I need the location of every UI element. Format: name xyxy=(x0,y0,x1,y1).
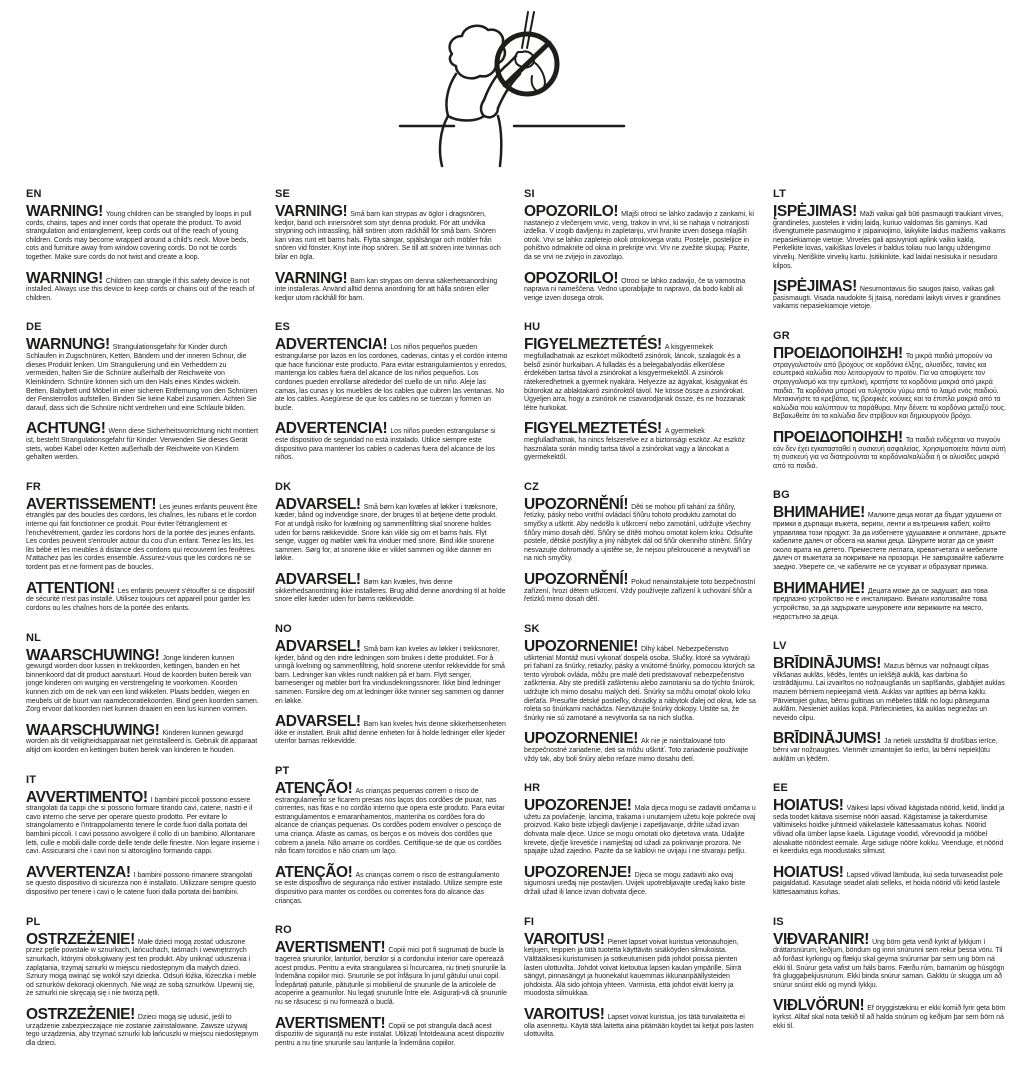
section-lv xyxy=(773,640,1006,764)
warning-heading: VIÐVARANIR! xyxy=(773,930,870,948)
section-is xyxy=(773,916,1006,1031)
language-code: PT xyxy=(275,764,290,777)
warning-paragraph xyxy=(275,572,508,605)
warning-heading: ADVARSEL! xyxy=(275,713,361,731)
language-code: NO xyxy=(275,622,292,635)
warning-heading: ADVERTENCIA! xyxy=(275,420,388,438)
warning-body-text: Małe dzieci mogą zostać uduszone przez pętle powstałe w sznurkach, łańcuchach, taśmach i wewnętrznych sznurkach, którymi obsługiwany jest ten produkt. Aby uniknąć uduszenia i zaplątania, trzymaj sznurki w miejscu niedostępnym dla małych dzieci. Sznury mogą owinąć się wokół szyi dziecka. Odsuń łóżka, łóżeczka i meble od sznurków dekoracji okiennych. Nie wiąż ze sobą sznurków. Upewnij się, że sznurki nie skręcają się i nie tworzą pętli. xyxy=(26,938,257,998)
warning-paragraph xyxy=(524,497,757,564)
column-2 xyxy=(275,188,508,1066)
warning-heading: BRĪDINĀJUMS! xyxy=(773,730,882,748)
warning-body-text: Малките деца могат да бъдат удушени от примки в дърпащи въжета, вериги, ленти и вътрешния кабел, който управлява този продукт. За да избегнете удушаване и оплитане, дръжте кабелите далеч от обсега на малки деца. Шнурите могат да се увият около врата на детето. Преместете леглата, креватчетата и мебелите далеч от въжетата за покриване на прозорци. Не завързвайте кабелите заедно. Уверете се, че кабелите не се усукват и образуват примка. xyxy=(773,512,1006,572)
warning-body-text: Los niños pequeños pueden estrangularse por lazos en los cordones, cadenas, cintas y el cordón interno que hace funcionar este producto. Para evitar estrangulamientos y enredos, mantenga los cables fuera del alcance de los niños pequeños. Los cordones pueden enrollarse alrededor del cuello de un niño. Aleje las camas, las cunas y los muebles de los cables que cubren las ventanas. No ate los cables. Asegúrese de que los cables no se tuerzan y formen un bucle. xyxy=(275,344,508,412)
language-code: FR xyxy=(26,480,42,493)
warning-body-text: Barn kan kveles hvis denne sikkerhetsenheten ikke er installert. Bruk alltid denne enheten for å holde ledninger eller kjeder utenfor barnas rekkevidde. xyxy=(275,721,506,746)
warning-heading: WAARSCHUWING! xyxy=(26,646,160,664)
warning-paragraph xyxy=(524,337,757,413)
warning-heading: ATENÇÃO! xyxy=(275,779,353,797)
warning-body-text: Ung börn geta verið kyrkt af lykkjum í dráttarsnúrum, keðjum, böndum og innri snúrunni sem rekur þessa vöru. Til að forðast kyrkingu og flækju skal geyma snúrurnar þar sem ung börn ná ekki til. Snúrur geta vafist um háls barns. Færðu rúm, barnarúm og húsgögn frá gluggaþekjusnúrum. Ekki binda snúrur saman. Gakktu úr skugga um að snúrur snúist ekki og myndi lykkju. xyxy=(773,938,1005,989)
warning-body-text: Mlajši otroci se lahko zadavijo z zankami, ki nastanejo z vlečenjem vrvic, verig, trakov in vrvi, ki se nahaja v notranjosti izdelka. V izogib davljenju in zapletanju, vrvi hranite izven dosega mlajših otrok. Vrvi se lahko zapletejo okoli otrokovega vratu. Postelje, posteljice in pohištvo odmaknite od okna in prekrijte vrvi. Vrv ne zvežite skupaj. Pazite, da se vrvi ne zvijejo in zavozlajo. xyxy=(524,211,754,262)
warning-body-text: Les jeunes enfants peuvent être étranglés par des boucles des cordons, les chaînes, les rubans et le cordon interne qui fait fonctionner ce produit. Pour éviter l'étranglement et l'enchevêtrement, gardez les cordons hors de la portée des jeunes enfants. Les cordes peuvent s'enrouler autour du cou d'un enfant. Tenez les lits, les lits bébé et les meubles à distance des cordons qui recouvrent les fenêtres. N'attachez pas les cordes ensemble. Assurez-vous que les cordons ne se tordent pas et ne forment pas de boucles. xyxy=(26,503,258,572)
language-code: IT xyxy=(26,773,37,786)
warning-paragraph xyxy=(275,940,508,1007)
warning-paragraph xyxy=(773,932,1006,991)
warning-heading: BRĪDINĀJUMS! xyxy=(773,655,882,673)
warning-paragraph xyxy=(773,346,1006,422)
warning-paragraph xyxy=(26,337,259,413)
section-pl xyxy=(26,916,259,1049)
warning-paragraph xyxy=(26,648,259,715)
language-code: EN xyxy=(26,188,42,200)
warning-paragraph xyxy=(773,581,1006,622)
warning-paragraph xyxy=(26,271,259,304)
section-no xyxy=(275,623,508,747)
warning-heading: OSTRZEŻENIE! xyxy=(26,930,135,948)
warning-paragraph xyxy=(773,656,1006,723)
language-code: EE xyxy=(773,782,789,795)
section-se xyxy=(275,188,508,303)
section-hr xyxy=(524,782,757,897)
warning-body-text: Lapsed võivad lämbuda, kui seda turvaseadist pole paigaldatud. Kasutage seadet alati selleks, et hoida nöörid või ketid lastele kättesaamatus kohas. xyxy=(773,871,1003,897)
warning-paragraph xyxy=(524,271,757,304)
warning-heading: HOIATUS! xyxy=(773,863,844,881)
warning-heading: AVERTISMENT! xyxy=(275,1014,386,1032)
warning-paragraph xyxy=(26,790,259,857)
language-code: RO xyxy=(275,924,292,937)
warning-paragraph xyxy=(773,798,1006,857)
section-ee xyxy=(773,782,1006,897)
warning-paragraph xyxy=(773,279,1006,312)
warning-body-text: Väikesi lapsi võivad kägistada nöörid, ketid, lindid ja seda toodet käitava sisemise nööri aasad. Kägistamise ja takerdumise vältimiseks hoidke juhtmeid väikelastele kättesaamatus kohas. Nöörid võivad olla ümber lapse kaela. Liigutage voodid, võrevoodid ja mööbel aknakatte nööridest eemale. Ärge siduge nööre kokku. Veenduge, et nöörid ei keerduks ega moodustaks silmust. xyxy=(773,805,1005,856)
section-dk xyxy=(275,481,508,605)
section-es xyxy=(275,321,508,462)
warning-body-text: Lapset voivat kuristua, jos tätä turvalaitetta ei olla asennettu. Käytä tätä laitetta aina pitämään köydet tai ketjut pois lasten ulottuvilta. xyxy=(524,1013,754,1039)
warning-body-text: A kisgyermekek megfulladhatnak az eszközt működtető zsinórok, láncok, szalagok és a belső zsinór hurkaiban. A fulladás és a belegabalyodás elkerülése érdekében tartsa távol a zsinórokat a kisgyermekektől. A zsinórok rátekeredhetnek a gyermek nyakára. Helyezze az ágyakat, kiságyakat és bútorokat az ablaktakaró zsinóroktól távol. Ne kösse össze a zsinórokat. Ügyeljen arra, hogy a zsinórok ne csavarodjanak össze, és ne hozzanak létre hurkokat. xyxy=(524,344,748,412)
section-de xyxy=(26,321,259,462)
warning-paragraph xyxy=(275,639,508,706)
warning-paragraph xyxy=(524,932,757,999)
warning-paragraph xyxy=(26,932,259,999)
warning-body-text: Los niños pueden estrangularse si este dispositivo de seguridad no está instalado. Utilice siempre este dispositivo para mantener los cables o cadenas fuera del alcance de los niños. xyxy=(275,428,496,462)
language-code: GR xyxy=(773,330,790,343)
warning-heading: VIÐLVÖRUN! xyxy=(773,997,865,1015)
section-pt xyxy=(275,765,508,906)
warning-body-text: Ak nie je nainštalované toto bezpečnostné zariadenie, deti sa môžu uškrtiť. Toto zariadenie používajte vždy tak, aby boli šnúry alebo reťaze mimo dosahu detí. xyxy=(524,738,749,763)
warning-heading: VARNING! xyxy=(275,203,348,220)
language-code: PL xyxy=(26,915,41,928)
section-bg xyxy=(773,489,1006,622)
warning-heading: ВНИМАНИЕ! xyxy=(773,504,865,522)
warning-paragraph xyxy=(26,421,259,462)
language-columns xyxy=(0,180,1024,1066)
warning-heading: HOIATUS! xyxy=(773,797,844,815)
warning-heading: AVERTISSEMENT! xyxy=(26,495,157,513)
warning-paragraph xyxy=(773,430,1006,471)
language-code: ES xyxy=(275,321,291,334)
warning-body-text: Mazus bērnus var nožņaugt cilpas vilkšanas auklās, ķēdēs, lentēs un iekšējā auklā, kas darbina šo izstrādājumu. Lai izvairītos no nožņaugšanās un sapīšanās, glabājiet auklas maziem bērniem nepieejamā vietā. Auklas var aptīties ap bērna kaklu. Pārvietojiet gultas, bērnu gultiņas un mēbeles tālāk no logu pārseguma auklām. Nesieniet auklas kopā. Pārliecinieties, ka auklas negriežas un neveido cilpu. xyxy=(773,663,1005,722)
warning-paragraph xyxy=(26,204,259,263)
section-ro xyxy=(275,924,508,1048)
warning-body-text: Pienet lapset voivat kuristua vetonauhojen, ketjujen, teippien ja tätä tuotetta käyttävän sisäköyden silmukoista. Välttääksesi kuristumisen ja sotkeutumisen pidä johdot poissa pienten lasten ulottuvilta. Johdot voivat kietoutua lapsen kaulan ympärille. Siirrä sängyt, pinnasängyt ja huonekalut kauemmas ikkunanpäällysteiden johdoista. Älä sido johtoja yhteen. Varmista, että johdot eivät kierry ja muodosta silmukkaa. xyxy=(524,938,742,998)
section-it xyxy=(26,774,259,898)
warning-body-text: Wenn diese Sicherheitsvorrichtung nicht montiert ist, besteht Strangulationsgefahr für Kinder. Verwenden Sie dieses Gerät stets, wobei Kabel oder Ketten außerhalb der Reichweite von Kindern gehalten werden. xyxy=(26,428,259,462)
warning-body-text: Copiii mici pot fi sugrumați de bucle la tragerea șnururilor, lanțurilor, benzilor și a cordonului interior care operează acest produs. Pentru a evita strangularea și încurcarea, nu țineți șnururile la îndemâna copiilor mici. Șnururile se pot înfășura în jurul gâtului unui copil. Îndepărtați paturile, pătuțurile și mobilierul de șnururile de la articolele de acoperire a geamurilor. Nu legați șnururile între ele. Asigurați-vă că șnururile nu se răsucesc și nu formează o buclă. xyxy=(275,947,507,1006)
warning-heading: ВНИМАНИЕ! xyxy=(773,579,865,597)
warning-paragraph xyxy=(524,639,757,723)
language-code: SI xyxy=(524,188,535,200)
warning-paragraph xyxy=(275,714,508,747)
warning-paragraph xyxy=(275,1016,508,1049)
section-sk xyxy=(524,623,757,764)
section-fr xyxy=(26,481,259,614)
column-3 xyxy=(524,188,757,1066)
warning-heading: VAROITUS! xyxy=(524,930,605,948)
warning-body-text: Barn kan strypas om denna säkerhetsanordning inte installeras. Använd alltid denna anordning för att hålla snören eller kedjor utom räckhåll för barn. xyxy=(275,277,498,302)
warning-paragraph xyxy=(26,1007,259,1048)
warning-heading: OPOZORILO! xyxy=(524,269,619,287)
warning-heading: ACHTUNG! xyxy=(26,420,106,438)
section-lt xyxy=(773,188,1006,312)
warning-paragraph xyxy=(26,865,259,898)
warning-heading: UPOZORNENIE! xyxy=(524,637,639,655)
warning-body-text: Nesumontavus šio saugos įtaiso, vaikas gali pasismaugti. Visada naudokite šį įtaisą, norėdami laikyti virves ir grandines vaikams nepasiekiamoje vietoje. xyxy=(773,286,1001,311)
warning-heading: UPOZORENJE! xyxy=(524,797,632,815)
warning-paragraph xyxy=(524,421,757,462)
warning-body-text: Děti se mohou při tahání za šňůry, řetízky, pásky nebo vnitřní ovládací šňůru tohoto produktu zamotat do smyčky a uškrtit. Aby nedošlo k uškrcení nebo zamotání, udržujte všechny šňůry mimo dosah dětí. Šňůry se dítěti mohou omotat kolem krku. Odsuňte postele, dětské postýlky a jiný nábytek dál od šňůr okenního stínění. Šňůry nesvazujte dohromady a ujistěte se, že nejsou překroucené a nevytváří se na nich smyčky. xyxy=(524,503,753,563)
warning-paragraph xyxy=(26,497,259,573)
warning-heading: UPOZORNENIE! xyxy=(524,730,639,748)
warning-paragraph xyxy=(26,723,259,756)
warning-heading: ΠΡΟΕΙΔΟΠΟΙΗΣΗ! xyxy=(773,345,903,363)
warning-heading: AVERTISMENT! xyxy=(275,939,386,957)
language-code: HR xyxy=(524,782,541,795)
warning-paragraph xyxy=(773,731,1006,764)
warning-heading: WARNING! xyxy=(26,203,103,220)
warning-heading: WARNUNG! xyxy=(26,336,110,354)
warning-heading: ĮSPĖJIMAS! xyxy=(773,278,857,296)
warning-heading: AVVERTIMENTO! xyxy=(26,788,148,806)
section-gr xyxy=(773,330,1006,471)
section-hu xyxy=(524,321,757,462)
language-code: LV xyxy=(773,640,787,653)
warning-body-text: Dzieci mogą się udusić, jeśli to urządzenie zabezpieczające nie zostanie zainstalowane. Zawsze używaj tego urządzenia, aby trzymać sznurki lub łańcuszki w miejscu niedostępnym dla dzieci. xyxy=(26,1013,259,1047)
language-code: DE xyxy=(26,321,42,334)
language-code: SE xyxy=(275,188,291,200)
language-code: FI xyxy=(524,915,535,928)
warning-body-text: Dlhý kábel. Nebezpečenstvo uškrtenia! Montáž musí vykonať dospelá osoba. Slučky, ktoré sa vytvárajú pri ťahaní za šnúrky, retiazky, pásky a vnútorné šnúrky, pomocou ktorých sa tento výrobok ovláda, môžu pre malé deti predstavovať nebezpečenstvo zaškrtenia. Aby ste predišli zaškrteniu alebo zamotaniu sa do týchto šnúrok, udržujte ich mimo dosahu malých detí. Šnúrky sa môžu omotať okolo krku dieťaťa. Presuňte detské postieľky, ohrádky a nábytok ďalej od okna, kde sa roleta so šnúrkami nachádza. Nezväzujte šnúrky dokopy. Uistite sa, že šnúrky nie sú zamotané a nevytvorila sa na nich slučka. xyxy=(524,645,756,722)
warning-body-text: Små barn kan strypas av öglor i dragsnören, kedjor, band och innersnöret som styr denna produkt. För att undvika strypning och intrassling, håll snören utom räckhåll för små barn. Snören kan viras runt ett barns hals. Flytta sängar, spjälsängar och möbler från snören vid fönster. Knyt inte ihop snören. Se till att snören inte tvinnas och bilar en ögla. xyxy=(275,211,501,262)
warning-body-text: A gyermekek megfulladhatnak, ha nincs felszerelve ez a biztonsági eszköz. Az eszköz használata során mindig tartsa távol a zsinórokat vagy a láncokat a gyermekektől. xyxy=(524,428,745,462)
warning-body-text: Mala djeca mogu se zadaviti omčama u užetu za povlačenje, lancima, trakama i unutarnjem užetu koje pokreće ovaj proizvod. Kako biste izbjegli davljenje i zapetljavanje, držite užad izvan dohvata male djece. Uzice se mogu omotati oko djetetova vrata. Udaljite krevete, dječje krevetiće i namještaj od užadi za pokrivanje prozora. Ne spajajte užad zajedno. Pazite da se kablovi ne uvijaju i ne stvaraju petlju. xyxy=(524,805,756,856)
warning-body-text: I bambini piccoli possono essere strangolati da cappi che si possono formare tirando cavi, catene, nastri e il cavo interno che serve per operare questo prodotto. Per evitare lo strangolamento e l'intrappolamento tenere le corde fuori dalla portata dei bambini piccoli. I cavi possono avvolgere il collo di un bambino. Allontanare letti, culle e mobili dalle corde delle tende delle finestre. Non legare insieme i cavi. Assicurarsi che i cavi non si attorciglino formando cappi. xyxy=(26,796,259,856)
warning-body-text: Små børn kan kvæles af løkker i træksnore, kæder, bånd og indvendige snore, der bruges til at betjene dette produkt. For at undgå risiko for kvælning og sammenfiltring skal snorene holdes uden for børns rækkevidde. Snore kan vikle sig om et barns hals. Flyt senge, vugger og møbler væk fra vinduer med snore. Bind ikke snorene sammen. Sørg for, at snorene ikke er viklet sammen og ikke danner en løkke. xyxy=(275,503,498,563)
language-code: DK xyxy=(275,480,292,493)
warning-body-text: Djeca se mogu zadaviti ako ovaj sigurnosni uređaj nije postavljen. Uvijek upotrebljavajte uređaj kako biste držali užad ili lance izvan dohvata djece. xyxy=(524,871,746,897)
warning-paragraph xyxy=(275,497,508,564)
section-si xyxy=(524,188,757,303)
warning-body-text: Copiii se pot strangula dacă acest dispozitiv de siguranță nu este instalat. Utilizați întotdeauna acest dispozitiv pentru a nu ține șnururile sau lanțurile la îndemâna copiilor. xyxy=(275,1022,505,1047)
warning-paragraph xyxy=(524,204,757,263)
warning-body-text: Ef öryggistækinu er ekki komið fyrir geta börn kyrkst. Alltaf skal nota tækið til að halda snúrum og keðjum þar sem börn ná ekki til. xyxy=(773,1005,1006,1030)
warning-body-text: Strangulationsgefahr für Kinder durch Schlaufen in Zugschnüren, Ketten, Bändern und der inneren Schnur, die dieses Produkt lenken. Um Strangulierung und ein Verheddern zu vermeiden, halten Sie die Schnüre außerhalb der Reichweite von Kleinkindern. Schnüre können sich um den Hals eines Kindes wickeln. Betten, Babybett und Möbel in einer sicheren Entfernung von den Schnüren der Fensterrollos aufstellen. Binden Sie keine Kabel zusammen. Achten Sie darauf, dass sich die Schnüre nicht verdrehen und eine Schlaufe bilden. xyxy=(26,344,258,412)
warning-paragraph xyxy=(275,337,508,413)
language-code: IS xyxy=(773,915,784,928)
warning-paragraph xyxy=(773,865,1006,898)
warning-paragraph xyxy=(26,581,259,614)
warning-heading: AVVERTENZA! xyxy=(26,863,131,881)
warning-heading: UPOZORNĚNÍ! xyxy=(524,495,629,513)
warning-paragraph xyxy=(524,1007,757,1040)
warning-heading: ĮSPĖJIMAS! xyxy=(773,203,857,220)
warning-heading: UPOZORNĚNÍ! xyxy=(524,571,629,589)
column-1 xyxy=(26,188,259,1066)
warning-heading: WARNING! xyxy=(26,269,103,287)
warning-body-text: Jonge kinderen kunnen gewurgd worden door lussen in trekkoorden, kettingen, banden en het binnenkoord dat dit product aanstuurt. Houd de koorden buiten bereik van jonge kinderen om wurging en verstrengeling te voorkomen. Koorden kunnen zich om de nek van een kind wikkelen. Plaats bedden, wiegen en meubels uit de buurt van raamdecoratiekoorden. Bind geen koorden samen. Zorg ervoor dat koorden niet kunnen draaien en een lus kunnen vormen. xyxy=(26,654,259,714)
warning-heading: WAARSCHUWING! xyxy=(26,721,160,739)
warning-heading: ADVERTENCIA! xyxy=(275,336,388,354)
warning-paragraph xyxy=(524,798,757,857)
warning-heading: ADVARSEL! xyxy=(275,637,361,655)
warning-body-text: As crianças pequenas correm o risco de estrangulamento se ficarem presas nos laços dos cordões de puxar, nas correntes, nas fitas e no cordão interno que opera este produto. Para evitar estrangulamentos e emaranhamentos, mantenha os cordões fora do alcance de crianças pequenas. Os cordões podem envolver o pescoço de uma criança. Afaste as camas, os berços e os móveis dos cordões que cobrem a janela. Não amarre os cordões. Certifique-se de que os cordões não ficam torcidos e não criam um laço. xyxy=(275,787,505,856)
warning-heading: OPOZORILO! xyxy=(524,203,619,220)
warning-body-text: Τα μικρά παιδιά μπορούν να στραγγαλιστούν από βρόχους σε κορδόνια έλξης, αλυσίδες, ταινίες και εσωτερικά καλώδια που λειτουργούν το προϊόν. Για να αποφύγετε τον στραγγαλισμό και την εμπλοκή, κρατήστε τα κορδόνια μακριά από μικρά παιδιά. Τα κορδόνια μπορεί να τυλιχτούν γύρω από το λαιμό ενός παιδιού. Μετακινήστε τα κρεβάτια, τις βρεφικές κούνιες και τα έπιπλα μακριά από τα καλώδια που καλύπτουν τα παράθυρα. Μην δένετε τα κορδόνια μεταξύ τους. Βεβαιωθείτε ότι τα καλώδια δεν στρίβουν και δημιουργούν βρόχο. xyxy=(773,353,1006,421)
warning-paragraph xyxy=(275,271,508,304)
section-nl xyxy=(26,632,259,756)
warning-heading: FIGYELMEZTETÉS! xyxy=(524,336,662,354)
warning-heading: ATTENTION! xyxy=(26,579,115,597)
warning-heading: ATENÇÃO! xyxy=(275,863,353,881)
warning-paragraph xyxy=(275,204,508,263)
language-code: CZ xyxy=(524,480,540,493)
language-code: SK xyxy=(524,622,540,635)
warning-heading: FIGYELMEZTETÉS! xyxy=(524,420,662,438)
warning-body-text: Pokud nenainstalujete toto bezpečnostní zařízení, hrozí dětem uškrcení. Vždy používejte zařízení k uchování šňůr a řetízků mimo dosah dětí. xyxy=(524,579,756,604)
warning-body-text: Ja netiek uzstādīta šī drošības ierīce, bērni var nožņaugties. Vienmēr izmantojiet šo ierīci, lai bērni nepiekļūtu auklām un ķēdēm. xyxy=(773,738,998,763)
warning-body-text: Børn kan kvæles, hvis denne sikkerhedsanordning ikke installeres. Brug altid denne anordning til at holde snore eller kæder uden for børns rækkevidde. xyxy=(275,579,506,604)
warning-body-text: Små barn kan kveles av løkker i trekksnorer, kjeder, bånd og den indre ledningen som brukes i dette produktet. For å unngå kvelning og sammenfiltring, hold snorene utenfor rekkevidde for små barn. Ledninger kan vikles rundt nakken på et barn. Flytt senger, barnesenger og møbler bort fra vindusdekningssnorer. Ikke bind ledninger sammen. Forsikre deg om at ledninger ikke tvinner seg sammen og danner en løkke. xyxy=(275,645,505,705)
warning-heading: ADVARSEL! xyxy=(275,571,361,589)
warning-body-text: Young children can be strangled by loops in pull cords, chains, tapes and inner cords that operate the product. To avoid strangulation and entanglement, keep cords out of the reach of young children. Cords may become wrapped around a child's neck. Move beds, cots and furniture away from window covering cords. Do not tie cords together. Make sure cords do not twist and create a loop. xyxy=(26,211,252,262)
warning-paragraph xyxy=(275,781,508,857)
warning-heading: VARNING! xyxy=(275,269,348,287)
warning-body-text: Kinderen kunnen gewurgd worden als dit veiligheidsapparaat niet geïnstalleerd is. Gebruik dit apparaat altijd om koorden en kettingen buiten bereik van kinderen te houden. xyxy=(26,729,258,754)
warning-heading: OSTRZEŻENIE! xyxy=(26,1005,135,1023)
warning-body-text: As crianças correm o risco de estrangulamento se este dispositivo de segurança não estiver instalado. Utilize sempre este dispositivo para manter os cordões ou correntes fora do alcance das crianças. xyxy=(275,871,503,905)
warning-paragraph xyxy=(524,731,757,764)
warning-body-text: Children can strangle if this safety device is not installed. Always use this device to keep cords or chains out of the reach of children. xyxy=(26,277,255,302)
warning-heading: VAROITUS! xyxy=(524,1005,605,1023)
warning-heading: ADVARSEL! xyxy=(275,495,361,513)
warning-body-text: Maži vaikai gali būti pasmaugti traukiant virves, grandineles, juosteles ir vidinį laidą, kuriuo valdomas šis gaminys. Kad išvengtumėte pasmaugimo ir įsipainiojimo, laikykite laidus mažiems vaikams nepasiekiamoje vietoje. Virvelės gali apsivynioti aplink vaiko kaklą. Perkelkite lovas, vaikiškas loveles ir baldus toliau nuo langų uždengimo virvelių. Neriškite virvelių kartu. Įsitikinkite, kad laidai nesisuka ir nesudaro kilpos. xyxy=(773,211,1006,270)
column-4 xyxy=(773,188,1006,1066)
warning-body-text: Τα παιδιά ενδέχεται να πνιγούν εάν δεν έχει εγκατασταθεί η συσκευή ασφαλείας. Χρησιμοποιείτε πάντα αυτή τη συσκευή για να διατηρούνται τα κορδόνια/καλώδια ή οι αλυσίδες μακριά από τα παιδιά. xyxy=(773,436,1006,470)
section-en xyxy=(26,188,259,303)
warning-paragraph xyxy=(275,421,508,462)
warning-paragraph xyxy=(524,572,757,605)
warning-body-text: Otroci se lahko zadavijo, če ta varnostna naprava ni nameščena. Vedno uporabljajte to napravo, da bodo kabli ali verige izven dosega otrok. xyxy=(524,277,746,302)
warning-heading: UPOZORENJE! xyxy=(524,863,632,881)
warning-paragraph xyxy=(773,998,1006,1031)
language-code: NL xyxy=(26,631,42,644)
warning-paragraph xyxy=(773,505,1006,572)
warning-body-text: Les enfants peuvent s'étouffer si ce dispositif de sécurité n'est pas installé. Utilisez toujours cet appareil pour garder les cordons ou les chaînes hors de la portée des enfants. xyxy=(26,587,255,612)
warning-body-text: Децата може да се задушат, ако това предпазно устройство не е инсталирано. Винаги използвайте това устройство, за да задържате шнуровете или верижките на място, недостъпно за деца. xyxy=(773,587,988,621)
cord-strangulation-warning-illustration xyxy=(0,0,1024,180)
warning-body-text: I bambini possono rimanere strangolati se questo dispositivo di sicurezza non è installato. Utilizzare sempre questo dispositivo per tenere i cavi o le catene fuori dalla portata dei bambini. xyxy=(26,871,256,897)
section-cz xyxy=(524,481,757,605)
warning-paragraph xyxy=(773,204,1006,271)
language-code: BG xyxy=(773,489,790,502)
section-fi xyxy=(524,916,757,1040)
child-pulling-cord-prohibition-icon xyxy=(392,8,632,168)
warning-paragraph xyxy=(275,865,508,906)
language-code: LT xyxy=(773,188,787,200)
warning-heading: ΠΡΟΕΙΔΟΠΟΙΗΣΗ! xyxy=(773,428,903,446)
warning-paragraph xyxy=(524,865,757,898)
language-code: HU xyxy=(524,321,541,334)
